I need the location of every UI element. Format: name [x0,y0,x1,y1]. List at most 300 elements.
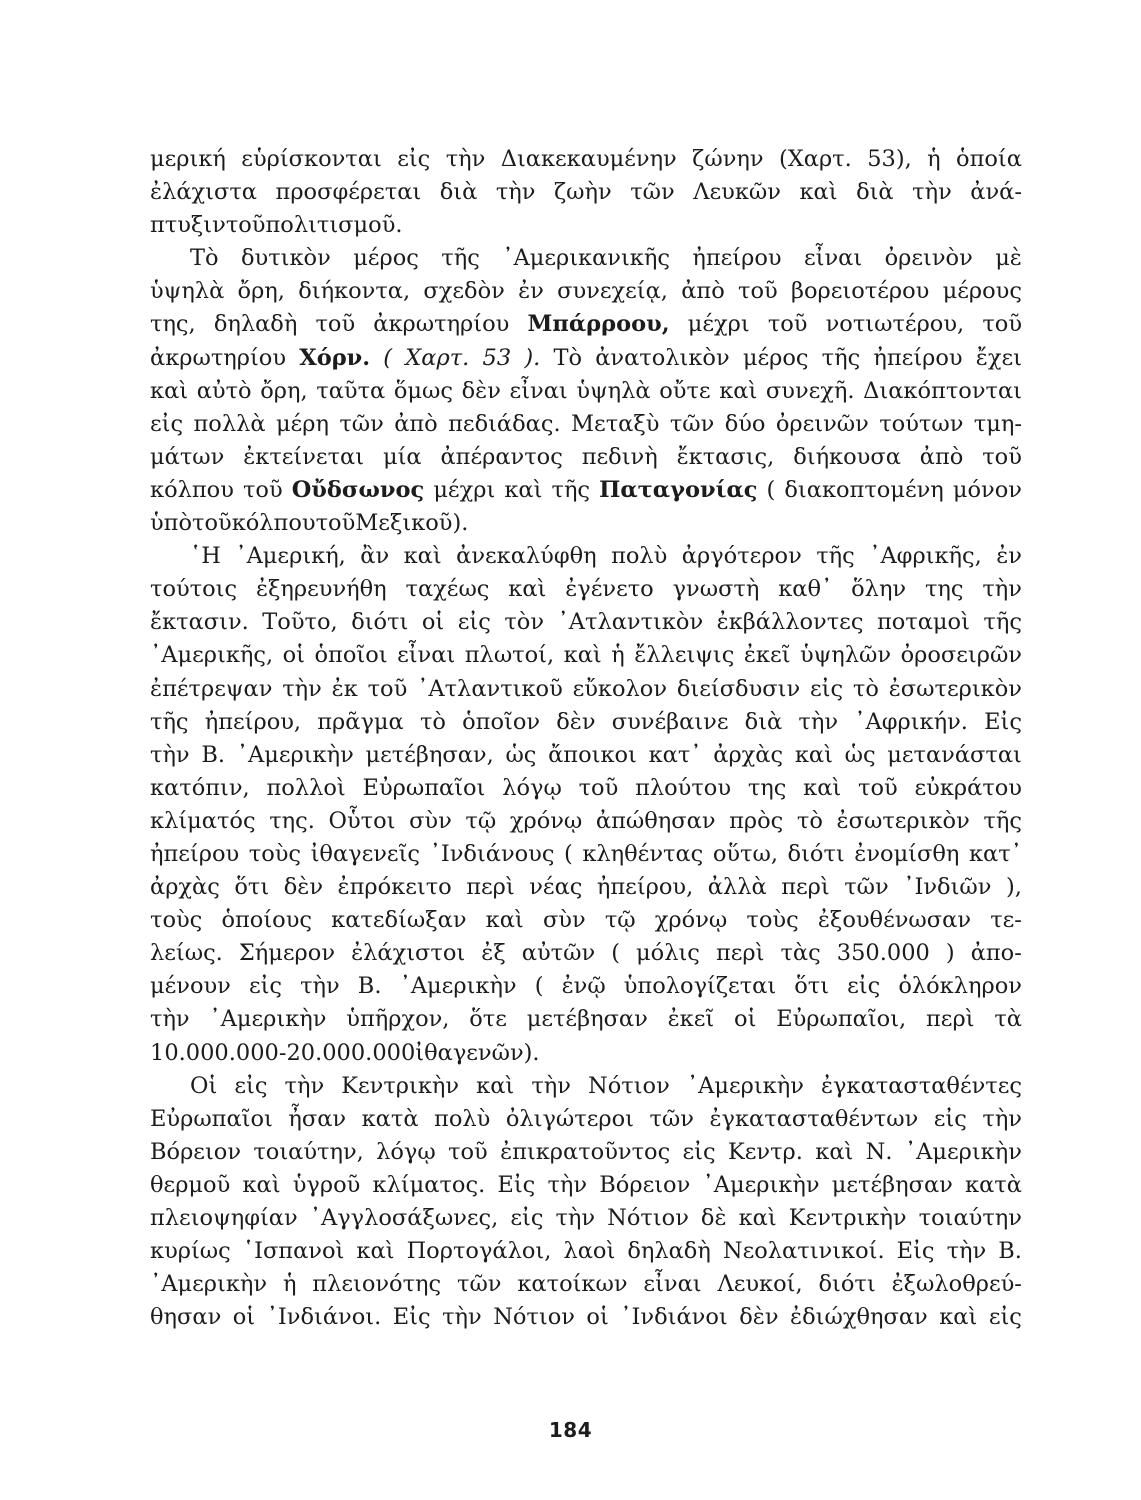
text-word: συνεχῆ. [765,377,855,404]
text-word: καὶ [939,1304,978,1331]
text-word: τῆς [150,708,189,735]
text-word: πολλὰ [193,410,266,437]
text-word: εἶναι [804,245,863,272]
text-line [150,805,1022,838]
text-line [150,408,1022,441]
text-word: ἀπὸ [681,278,725,305]
text-word: καὶ [150,377,189,404]
text-word: ἐγκατασταθέντων [709,1105,919,1132]
text-word: ἐκ [331,675,358,702]
text-word: 53), [867,146,912,172]
text-word: ἐξ [481,940,506,967]
text-word: τοῦ [982,443,1022,470]
text-word: καὶ [799,179,838,206]
text-line [150,904,1022,937]
text-word: περὶ [926,1006,975,1033]
text-word: Χαρτ. [405,344,470,371]
text-line [150,673,1022,706]
text-word: ἠπείρου, [596,874,694,901]
text-word: εἰς [988,1304,1022,1331]
text-word: τῶν [669,410,715,437]
text-word: κατοίκων [517,1271,628,1298]
text-word: Βόρειον [150,1138,242,1165]
text-word: τοιαύτην [918,1205,1022,1231]
body-text [150,143,1022,1334]
text-line [150,308,1022,341]
text-line [150,209,1022,242]
text-line [150,375,1022,408]
text-word: ἀπώθησαν [595,807,716,834]
text-word: ἐνομίσθη [854,840,960,867]
text-word: δὲ [700,1205,727,1231]
text-word: ἀκρωτηρίου [150,344,287,371]
text-line [150,242,1022,275]
text-word: οἱ [734,1006,757,1033]
text-word: περὶ [781,874,830,901]
text-word: τὴν [531,1072,571,1099]
text-word: καὶ [719,377,758,404]
text-word: πολὺ [434,1105,491,1132]
text-word: Τὸ [190,245,219,272]
text-word: ᾿Αφρικῆς, [869,543,982,570]
text-word: Εἰς [497,1171,536,1198]
text-word: πολὺ [611,543,668,570]
text-word: μετέβησαν [831,1171,953,1198]
text-word: τῶν [844,874,889,901]
text-word: τὰς [780,940,821,967]
text-word: διήκοντα, [298,278,411,305]
text-word: μετέβησαν [526,1006,648,1033]
text-word: Εὐρωπαῖοι [362,774,486,801]
text-line [150,540,1022,573]
text-word: λόγῳ [376,1138,436,1165]
text-word: ποταμοὶ [876,609,970,636]
text-word: ἔλλειψις [634,642,735,669]
text-word: τὴν [150,1006,190,1033]
text-word: τῆς [551,476,591,503]
text-word: πολιτισμοῦ. [265,212,403,239]
text-line [150,1037,1022,1070]
text-word: - [278,1039,287,1066]
text-word: τῆς [983,609,1022,636]
text-word: θησαν [150,1304,222,1331]
text-word: ὄρη, [237,278,285,305]
text-word: Β. [357,973,382,1000]
text-word: ὁποίους [221,907,312,934]
text-word: δηλαδὴ [213,311,298,338]
text-word: ῾Η [190,543,221,570]
text-word: καὶ [563,642,602,669]
text-word: τοὺς [150,907,203,934]
text-word: ἠπείρου [692,245,782,272]
text-word: Χόρν. [299,344,371,371]
text-word: ἀκρωτηρίου [373,311,510,338]
text-line [150,606,1022,639]
text-word: ὅμως [393,377,453,404]
text-word: της. [269,807,315,834]
text-word: τὴν [798,708,839,735]
text-word: Κεντρικὴν [788,1205,907,1231]
text-word: διακοπτομένη [784,476,944,503]
text-word: τῷ [465,807,497,834]
text-word: ὅτε [469,1006,507,1033]
text-word: τὴν [150,741,190,768]
text-word: ἡ [282,1271,297,1298]
text-word: Μεταξὺ [571,410,660,437]
text-line [150,1003,1022,1036]
text-word: αὐτὸ [196,377,252,404]
text-word: ᾿Αμερικὴν [399,973,517,1000]
text-word: μένουν [150,973,231,1000]
text-word: δύο [724,410,766,437]
text-word: τὴν [946,1238,987,1265]
text-word: ἐνῷ [561,973,606,1000]
text-line [150,772,1022,805]
text-word: τοῦ [767,311,808,338]
text-word: (Χαρτ. [778,146,852,172]
text-word: ῾Ισπανοὶ [242,1238,345,1265]
text-word: κατ᾿ [968,840,1022,867]
text-word: Κεντρ. [727,1138,803,1165]
text-line [150,1268,1022,1301]
text-word: ᾿Αμερικὴν [904,1138,1022,1165]
text-word: νοτιωτέρου, [825,311,965,338]
text-word: ἀπέραντος [440,443,563,470]
text-word: ὀρεινὸν [884,245,973,272]
text-word: ἀνά- [970,179,1022,206]
text-line [150,838,1022,871]
text-word: εἰς [847,973,881,1000]
text-word: οὔτε [659,377,711,404]
text-word: μάτων [150,443,225,470]
text-word: ) [945,940,955,967]
text-word: τούτοις [150,576,238,603]
text-line [150,441,1022,474]
text-word: τοῦ [982,311,1022,338]
text-word: τῶν [649,1105,694,1132]
text-word: κυρίως [150,1238,231,1265]
text-word: Οὗτοι [328,807,396,834]
text-line [150,342,1022,375]
text-word: ( [611,940,620,967]
text-word: Λευκοί, [717,1271,803,1298]
text-word: τούτων [879,410,964,437]
text-word: μέρη [275,410,329,437]
text-word: μὲ [995,245,1022,272]
text-word: μετανάσται [887,741,1022,768]
text-word: ὁλόκληρον [898,973,1022,1000]
text-word: εἰς [150,410,184,437]
text-word: τὸ [796,807,823,834]
text-word: δὲν [461,377,501,404]
text-word: ). [452,510,469,537]
text-word: ὑψηλῶν [799,642,892,669]
text-word: μερική [150,146,226,172]
text-line [150,639,1022,672]
text-word: ὁποία [956,146,1022,172]
text-word: τὴν [982,1105,1022,1132]
text-word: τοῦ [225,212,266,239]
text-word: Κεντρικὴν [341,1072,460,1099]
text-line [150,1202,1022,1235]
text-word: εἰς [248,973,283,1000]
text-word: ᾿Αμερικὴν [209,1006,327,1033]
text-word: πλειοψηφίαν [150,1205,298,1231]
text-word: ἀρχὰς [150,874,220,901]
text-word: τὴν [445,146,486,172]
text-word: πολλοὶ [266,774,346,801]
text-word: τοῦ [858,774,898,801]
text-word: δηλαδὴ [627,1238,711,1265]
text-word: λόγῳ [502,774,562,801]
text-line [150,1169,1022,1202]
text-word: 20.000.000 [286,1039,416,1066]
text-word: καὶ [794,741,833,768]
text-word: τῶν [339,410,384,437]
text-word: σὺν [542,907,586,934]
text-word: ὅλην [851,576,907,603]
text-word: νέας [529,874,583,901]
text-line [150,739,1022,772]
text-word: μετέβησαν, [365,741,494,768]
text-word: τοῦ [367,675,408,702]
text-word: διήκουσα [793,443,901,470]
text-word: Τοῦτο, [262,609,338,636]
text-word: της [747,774,787,801]
text-line [150,507,1022,540]
text-word: τὸ [419,708,446,735]
text-word: μέρους [942,278,1022,305]
text-word: ὁποῖον [462,708,541,735]
text-word: συνεχείᾳ, [557,278,668,305]
text-line [150,474,1022,507]
text-word: ὑγροῦ [292,1171,361,1198]
text-word: προσφέρεται [275,179,422,206]
text-word: ὁποῖοι [314,642,388,669]
text-word: εἶναι [397,642,456,669]
text-word: Πορτογάλοι, [406,1238,552,1265]
text-word: κατ᾿ [648,741,702,768]
text-word: Βόρειον [599,1171,691,1198]
text-word: εἰς [234,1072,268,1099]
text-word: ὑπολογίζεται [623,973,777,1000]
text-word: τὴν [555,1205,596,1231]
text-word: ἦσαν [288,1105,347,1132]
text-word: ἐπέτρεψαν [150,675,273,702]
text-word: ἐκεῖ [667,1006,715,1033]
text-word: ὑπῆρχον, [346,1006,450,1033]
text-word: 10.000.000 [150,1039,279,1066]
text-word: οἱ [586,1304,609,1331]
text-word: διείσδυσιν [676,675,801,702]
text-word: Σήμερον [238,940,336,967]
text-word: ἡ [927,146,941,172]
text-word: ἐκβάλλοντες [716,609,864,636]
text-word: ἐν [996,543,1022,570]
text-word: διὰ [439,179,478,206]
text-word: διότι [351,609,409,636]
text-word: καὶ [485,907,524,934]
text-word: ᾿Ατλαντικὸν [557,609,704,636]
text-word: καὶ [476,1072,515,1099]
text-word: τε- [990,907,1022,934]
text-word: Οἱ [190,1072,218,1099]
text-word: σὺν [409,807,452,834]
text-word: ἐλάχιστοι [351,940,466,967]
text-word: κατὰ [361,1105,419,1132]
text-word: ᾿Αφρικήν. [854,708,968,735]
text-word: τοὺς [248,840,302,867]
text-word: κατὰ [965,1171,1022,1198]
text-word: ὑπὸ [150,510,193,537]
text-word: τῆς [821,344,861,371]
text-word: κόλπου [231,510,316,537]
text-word: καὶ [242,1171,281,1198]
text-word: της, [150,311,196,338]
text-word: βορειοτέρου [790,278,930,305]
text-word: μία [382,443,422,470]
text-line [150,871,1022,904]
text-word: ὅτι [794,973,830,1000]
text-word: καὶ [815,1138,854,1165]
text-word: ἐξουθένωσαν [817,907,972,934]
text-line [150,1070,1022,1103]
text-line [150,573,1022,606]
text-word: ᾿Αγγλοσάξωνες, [309,1205,499,1231]
text-word: γνωστὴ [672,576,760,603]
text-word: εἰς [457,609,491,636]
text-word: ἠπείρου [150,840,240,867]
text-word: εἰς [933,1105,967,1132]
text-word: ( [766,476,776,503]
text-word: ἐσωτερικὸν [836,807,970,834]
text-line [150,1136,1022,1169]
text-word: ᾿Αμερικῆς, [150,642,274,669]
text-word: ). [523,1039,540,1066]
text-word: ἠπείρου, [204,708,302,735]
text-word: τοῦ [192,510,232,537]
text-word: Β. [998,1238,1022,1265]
text-word: διότι [818,1271,876,1298]
text-word: Τὸ [553,344,583,371]
text-word: οἱ [282,642,305,669]
text-word: τὸν [504,609,545,636]
text-word: Εὐρωπαῖοι, [776,1006,907,1033]
text-word: ζώνην [692,146,764,172]
text-word: ἐσωτερικὸν [888,675,1022,702]
text-word: χρόνῳ [654,907,728,934]
text-word: καὶ [803,774,842,801]
text-word: τῆς [816,543,855,570]
text-word: καὶ [738,1205,777,1231]
text-line [150,143,1022,176]
text-word: Εὐρωπαῖοι [150,1105,273,1132]
text-word: ἐξηρευνήθη [255,576,387,603]
text-word: ζωὴν [553,179,612,206]
text-word: τμη- [973,410,1022,437]
text-word: ᾿Αμερικὴν [150,1271,268,1298]
text-word: ἔχει [975,344,1022,371]
text-word: Εἰς [392,1304,431,1331]
text-word: ( [534,973,544,1000]
text-word: ( [564,840,573,867]
text-word: καὶ [504,476,543,503]
text-word: ἀνεκαλύφθη [456,543,597,570]
text-word: εἰς [682,1138,716,1165]
text-word: ( [383,344,393,371]
text-word: τῶν [630,179,675,206]
text-word: ᾿Αμερικὴν [236,741,354,768]
text-word: Νεολατινικοί. [722,1238,885,1265]
text-word: Οὔδσωνος [291,476,425,503]
text-line [150,937,1022,970]
text-line [150,275,1022,308]
text-word: καὶ [403,543,442,570]
text-word: ἐγένετο [565,576,654,603]
text-word: κατεδίωξαν [331,907,467,934]
text-word: ἀρχὰς [713,741,784,768]
text-word: τὴν [547,1171,588,1198]
text-word: τῶν [457,1271,502,1298]
text-word: ἐδιώχθησαν [790,1304,928,1331]
text-word: τῆς [983,807,1022,834]
text-word: ᾿Ινδιάνους [429,840,555,867]
text-word: ἐκεῖ [743,642,791,669]
text-word: διότι [787,840,845,867]
text-word: ἀπὸ [394,410,438,437]
text-word: Διακεκαυμένην [500,146,677,172]
text-word: ὡς [844,741,876,768]
text-word: εἶναι [509,377,568,404]
text-word: ἔκτασιν. [150,609,249,636]
text-word: θερμοῦ [150,1171,231,1198]
text-word: ᾿Αμερική, [235,543,346,570]
text-word: ἀπο- [970,940,1022,967]
text-word: εὐκράτου [914,774,1022,801]
text-word: ὑψηλὰ [150,278,225,305]
text-line [150,176,1022,209]
text-word: τὴν [284,1072,325,1099]
text-word: εὔκολον [572,675,668,702]
text-word: Νότιον [493,1304,575,1331]
text-word: τὰ [994,1006,1022,1033]
text-word: Διακόπτονται [863,377,1022,404]
text-word: ᾿Ινδιῶν [903,874,992,901]
text-word: οἱ [232,1304,256,1331]
text-word: μέχρι [687,311,750,338]
text-word: τοῦ [448,1138,488,1165]
text-word: τὴν [300,973,340,1000]
text-word: πλειονότης [312,1271,442,1298]
text-word: κόλπου [150,476,234,503]
text-word: εὑρίσκονται [241,146,382,172]
text-word: περὶ [466,874,515,901]
text-line [150,1301,1022,1334]
page-number: 184 [548,1418,593,1442]
text-word: ἐπρόκειτο [337,874,452,901]
text-word: λείως. [150,940,223,967]
text-word: διὰ [856,179,894,206]
text-word: τὴν [282,675,322,702]
text-word: κλίματός [150,807,256,834]
text-word: αὐτῶν [521,940,596,967]
text-word: Β. [201,741,225,768]
text-word: ἀπὸ [919,443,964,470]
text-word: ἔκτασις, [676,443,775,470]
text-word: κλίματος. [372,1171,486,1198]
text-word: ἐπικρατοῦντος [500,1138,671,1165]
text-word: πεδιάδας. [448,410,561,437]
